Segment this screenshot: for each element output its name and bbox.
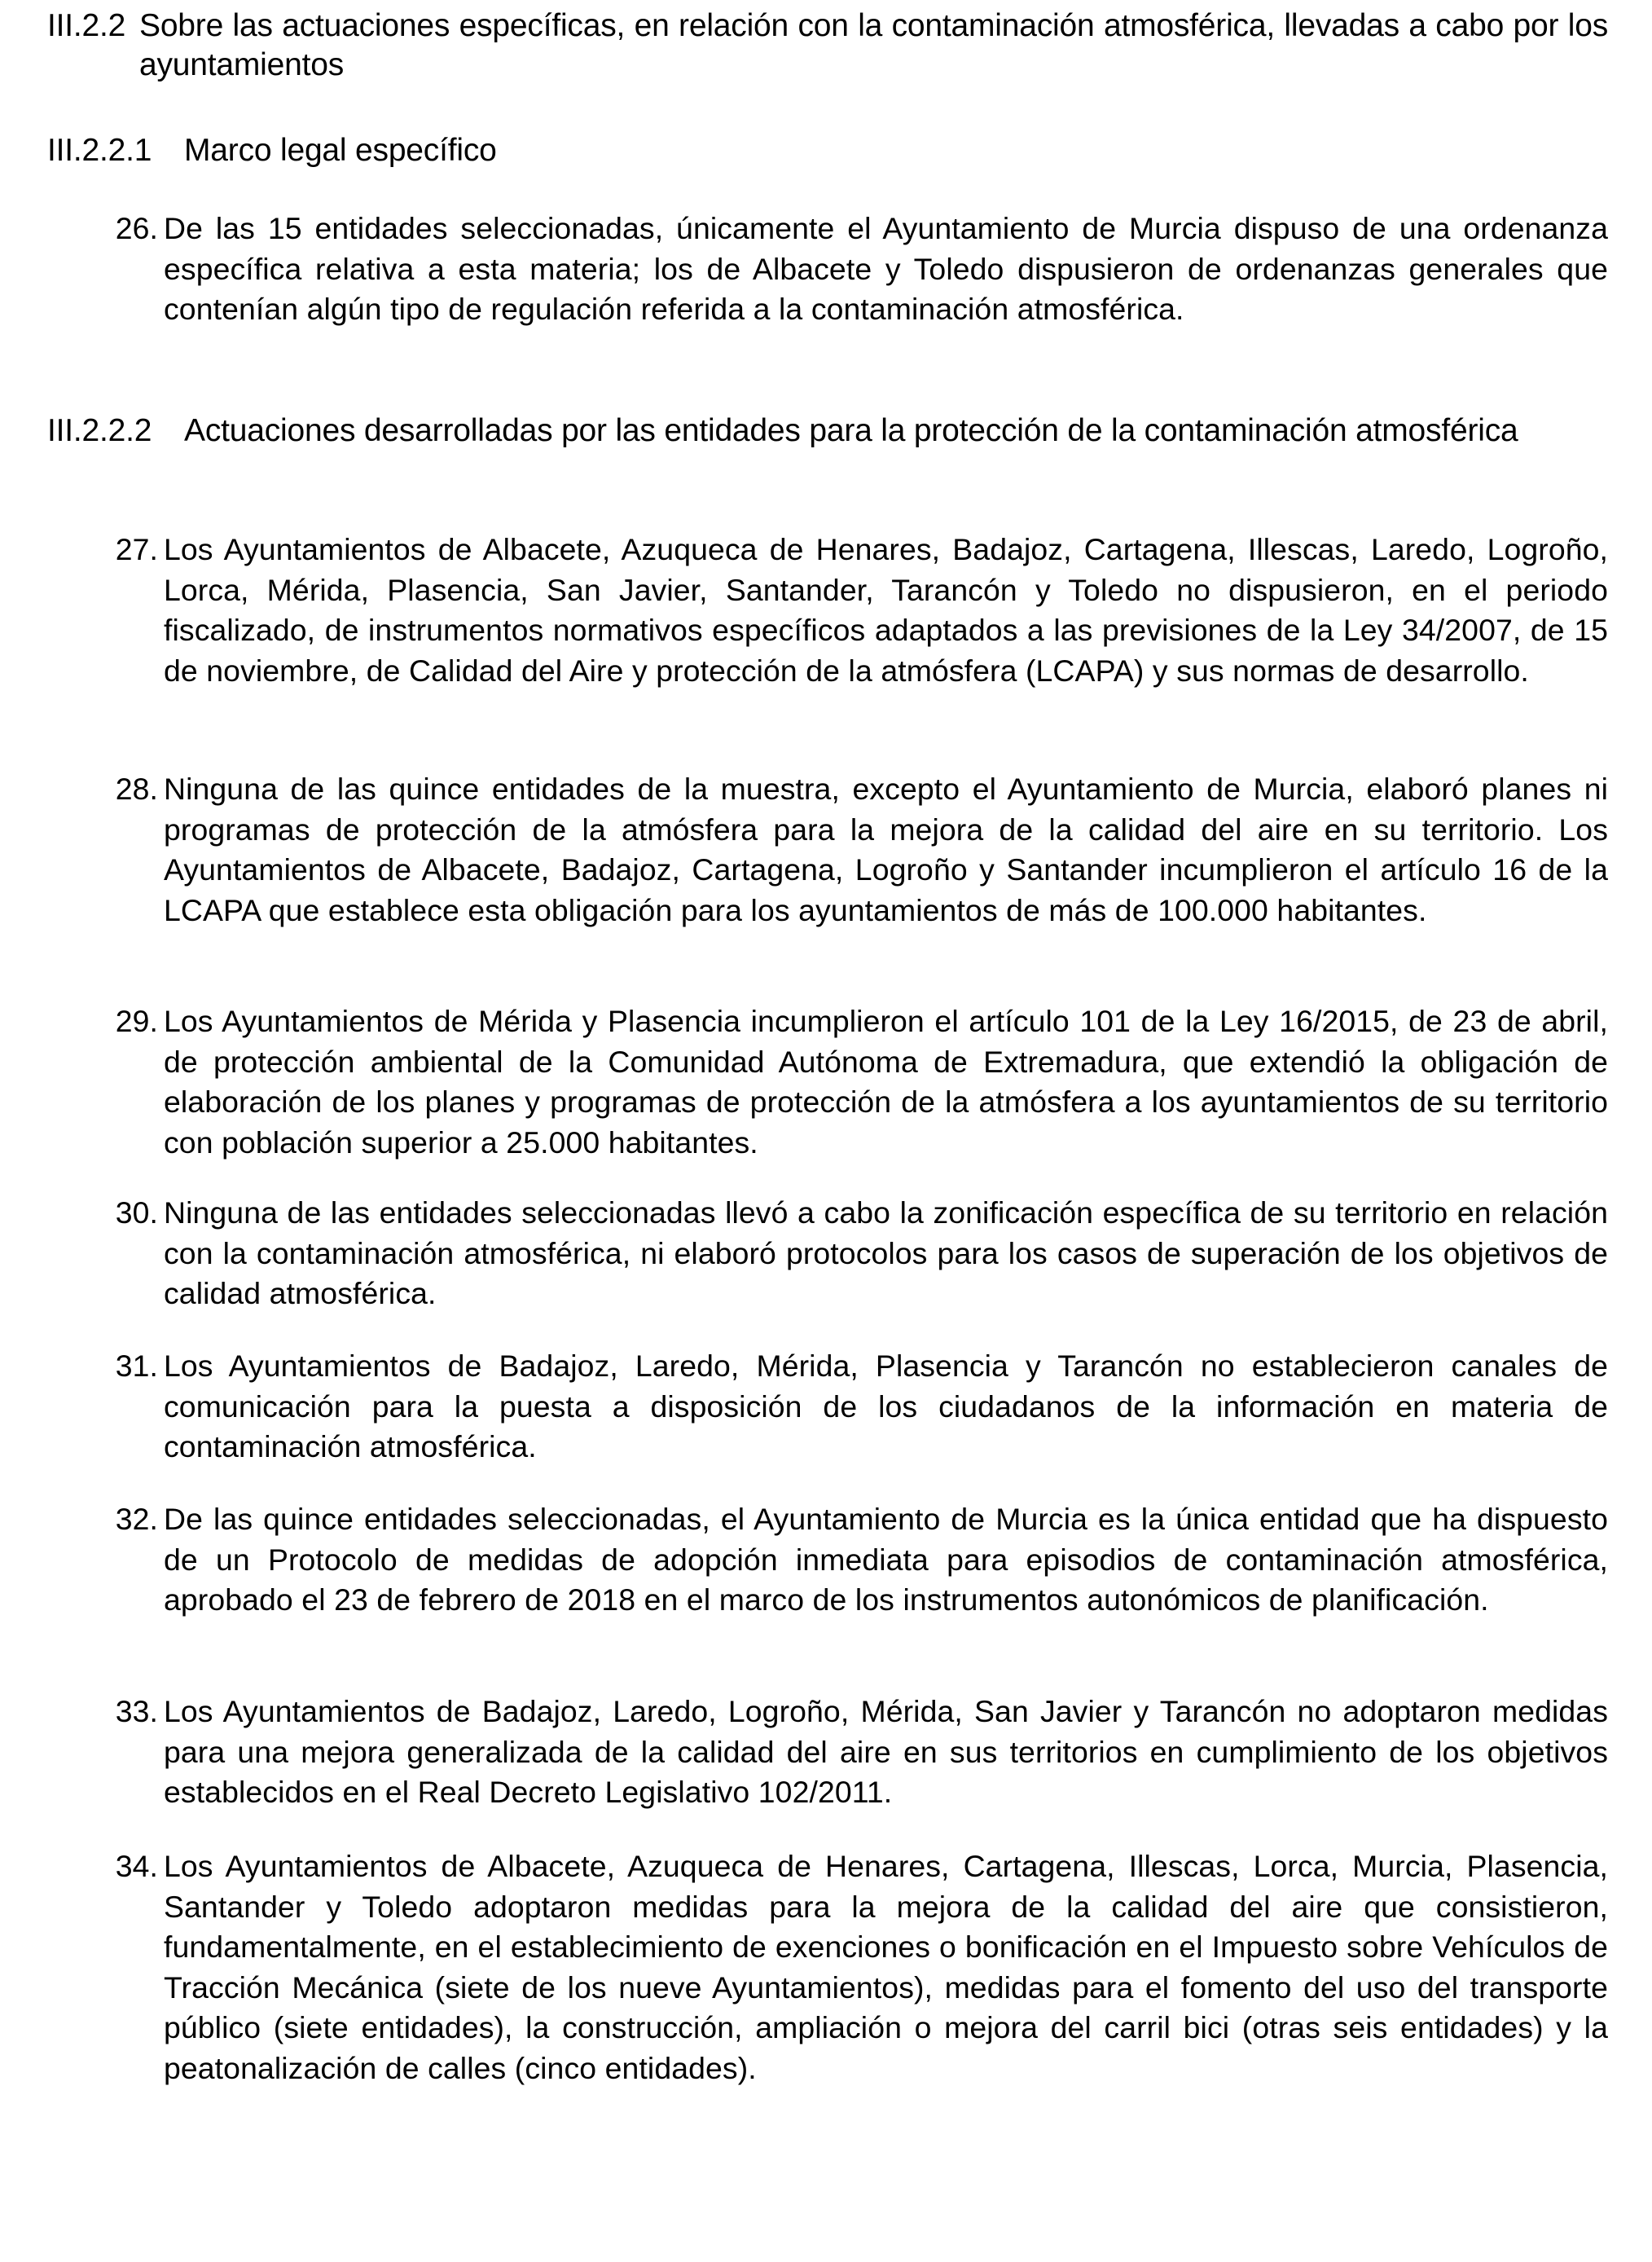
subsection-title: Marco legal específico [184,133,497,168]
paragraph-number: 26. [115,211,158,245]
paragraph-text: Los Ayuntamientos de Badajoz, Laredo, Mérida, Plasencia y Tarancón no establecieron canales de comunicación para la puesta a disposición de los ciudadanos de la información en materia de contaminación atmosférica. [164,1349,1608,1464]
paragraph-32 [96,1499,1608,1621]
paragraph-text: Los Ayuntamientos de Mérida y Plasencia incumplieron el artículo 101 de la Ley 16/2015, de 23 de abril, de protección ambiental de la Comunidad Autónoma de Extremadura, que extendió la obligación de elaboración de los planes y programas de protección de la atmósfera a los ayuntamientos de su territorio con población superior a 25.000 habitantes. [164,1004,1608,1160]
subsection-title: Actuaciones desarrolladas por las entidades para la protección de la contaminación atmosférica [184,413,1518,448]
paragraph-number: 27. [115,532,158,566]
section-title: Sobre las actuaciones específicas, en relación con la contaminación atmosférica, llevadas a cabo por los ayuntamientos [139,8,1608,82]
paragraph-26 [96,209,1608,330]
paragraph-28 [96,769,1608,931]
section-number: III.2.2 [47,8,126,43]
paragraph-30 [96,1193,1608,1314]
paragraph-number: 31. [115,1349,158,1383]
paragraph-text: De las 15 entidades seleccionadas, únicamente el Ayuntamiento de Murcia dispuso de una ordenanza específica relativa a esta materia; los de Albacete y Toledo dispusieron de ordenanzas generales que contenían algún tipo de regulación referida a la contaminación atmosférica. [164,211,1608,327]
subsection-heading [47,131,1608,170]
paragraph-number: 32. [115,1502,158,1536]
subsection-heading [47,411,1608,451]
paragraph-number: 28. [115,772,158,806]
paragraph-text: Los Ayuntamientos de Albacete, Azuqueca de Henares, Cartagena, Illescas, Lorca, Murcia, Plasencia, Santander y Toledo adoptaron medidas para la mejora de la calidad del aire que consistieron, fundamentalmente, en el establecimiento de exenciones o bonificación en el Impuesto sobre Vehículos de Tracción Mecánica (siete de los nueve Ayuntamientos), medidas para el fomento del uso del transporte público (siete entidades), la construcción, ampliación o mejora del carril bici (otras seis entidades) y la peatonalización de calles (cinco entidades). [164,1849,1608,2085]
subsection-number: III.2.2.2 [47,413,152,448]
paragraph-number: 30. [115,1195,158,1230]
paragraph-number: 33. [115,1694,158,1728]
paragraph-34 [96,1846,1608,2089]
paragraph-text: Los Ayuntamientos de Badajoz, Laredo, Logroño, Mérida, San Javier y Tarancón no adoptaron medidas para una mejora generalizada de la calidad del aire en sus territorios en cumplimiento de los objetivos establecidos en el Real Decreto Legislativo 102/2011. [164,1694,1608,1810]
subsection-number: III.2.2.1 [47,133,152,168]
paragraph-number: 29. [115,1004,158,1038]
paragraph-text: De las quince entidades seleccionadas, el Ayuntamiento de Murcia es la única entidad que ha dispuesto de un Protocolo de medidas de adopción inmediata para episodios de contaminación atmosférica, aprobado el 23 de febrero de 2018 en el marco de los instrumentos autonómicos de planificación. [164,1502,1608,1617]
paragraph-29 [96,1001,1608,1163]
paragraph-33 [96,1692,1608,1813]
paragraph-27 [96,530,1608,691]
paragraph-text: Ninguna de las entidades seleccionadas llevó a cabo la zonificación específica de su territorio en relación con la contaminación atmosférica, ni elaboró protocolos para los casos de superación de los objetivos de calidad atmosférica. [164,1195,1608,1311]
paragraph-31 [96,1346,1608,1468]
paragraph-text: Los Ayuntamientos de Albacete, Azuqueca de Henares, Badajoz, Cartagena, Illescas, Laredo, Logroño, Lorca, Mérida, Plasencia, San Javier, Santander, Tarancón y Toledo no dispusieron, en el periodo fiscalizado, de instrumentos normativos específicos adaptados a las previsiones de la Ley 34/2007, de 15 de noviembre, de Calidad del Aire y protección de la atmósfera (LCAPA) y sus normas de desarrollo. [164,532,1608,688]
section-heading [47,7,1608,85]
paragraph-text: Ninguna de las quince entidades de la muestra, excepto el Ayuntamiento de Murcia, elaboró planes ni programas de protección de la atmósfera para la mejora de la calidad del aire en su territorio. Los Ayuntamientos de Albacete, Badajoz, Cartagena, Logroño y Santander incumplieron el artículo 16 de la LCAPA que establece esta obligación para los ayuntamientos de más de 100.000 habitantes. [164,772,1608,927]
paragraph-number: 34. [115,1849,158,1883]
